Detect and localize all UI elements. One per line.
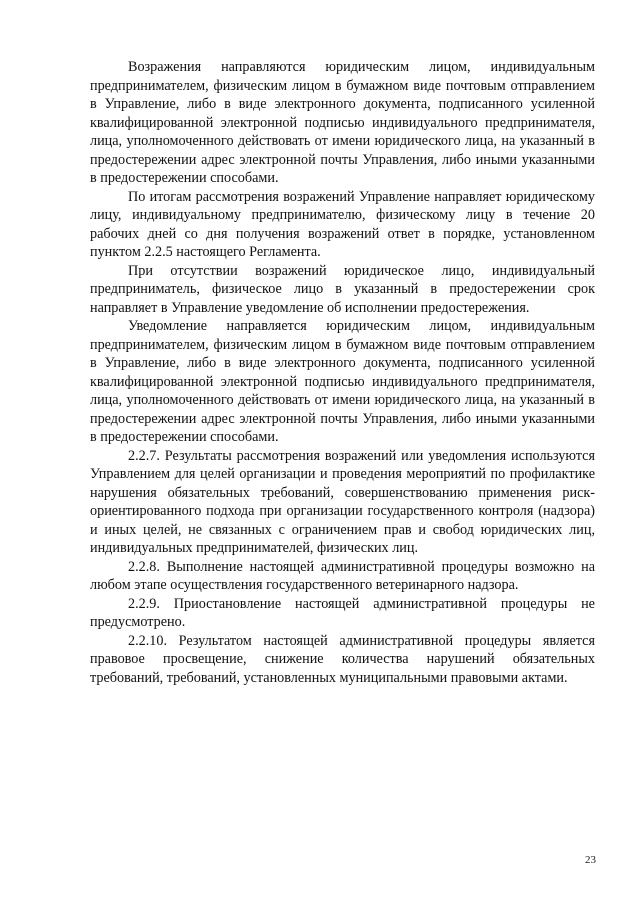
paragraph-objections-review: По итогам рассмотрения возражений Управление направляет юридическому лицу, индивидуальному предпринимателю, физическому лицу в течение 20 рабочих дней со дня получения возражений ответ в порядке, установленном пунктом 2.2.5 настоящего Регламента. [90, 188, 595, 260]
paragraph-no-objections: При отсутствии возражений юридическое лицо, индивидуальный предприниматель, физическое лицо в указанный в предостережении срок направляет в Управление уведомление об исполнении предостережения. [90, 262, 595, 316]
paragraph-2-2-8: 2.2.8. Выполнение настоящей административной процедуры возможно на любом этапе осуществления государственного ветеринарного надзора. [90, 558, 595, 593]
paragraph-2-2-7: 2.2.7. Результаты рассмотрения возражений или уведомления используются Управлением для целей организации и проведения мероприятий по профилактике нарушения обязательных требований, совершенствованию применения риск-ориентированного подхода при организации государственного контроля (надзора) и иных целей, не связанных с ограничением прав и свобод юридических лиц, индивидуальных предпринимателей, физических лиц. [90, 447, 595, 556]
paragraph-2-2-9: 2.2.9. Приостановление настоящей административной процедуры не предусмотрено. [90, 595, 595, 630]
paragraph-2-2-10: 2.2.10. Результатом настоящей административной процедуры является правовое просвещение, снижение количества нарушений обязательных требований, требований, установленных муниципальными правовыми актами. [90, 632, 595, 686]
document-body [90, 58, 595, 687]
page-number: 23 [585, 854, 596, 866]
paragraph-objections-sending: Возражения направляются юридическим лицом, индивидуальным предпринимателем, физическим лицом в бумажном виде почтовым отправлением в Управление, либо в виде электронного документа, подписанного усиленной квалифицированной электронной подписью индивидуального предпринимателя, лица, уполномоченного действовать от имени юридического лица, на указанный в предостережении адрес электронной почты Управления, либо иными указанными в предостережении способами. [90, 59, 595, 186]
paragraph-notification-sending: Уведомление направляется юридическим лицом, индивидуальным предпринимателем, физическим лицом в бумажном виде почтовым отправлением в Управление, либо в виде электронного документа, подписанного усиленной квалифицированной электронной подписью индивидуального предпринимателя, лица, уполномоченного действовать от имени юридического лица, на указанный в предостережении адрес электронной почты Управления, либо иными указанными в предостережении способами. [90, 318, 595, 445]
